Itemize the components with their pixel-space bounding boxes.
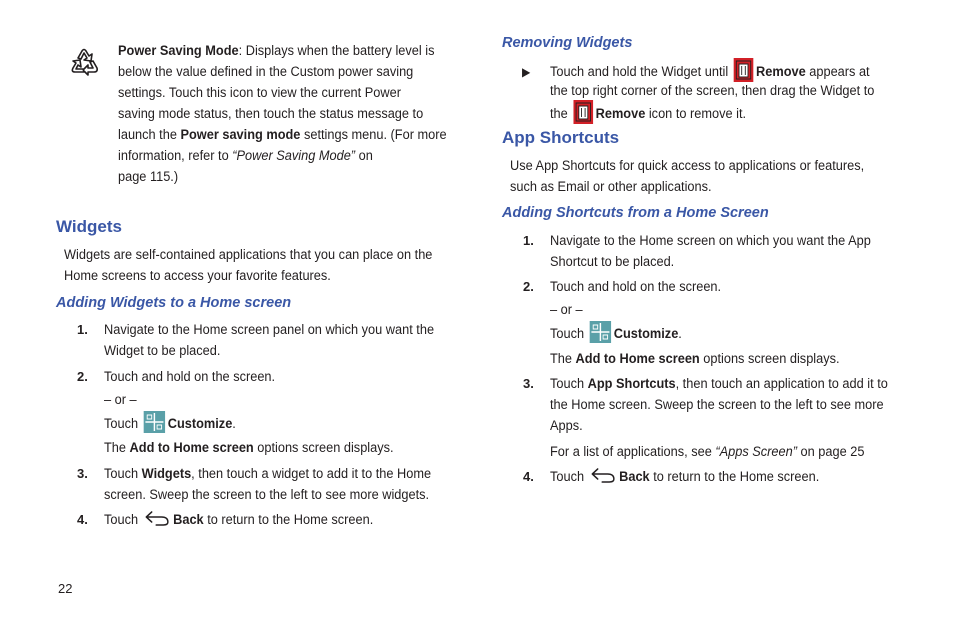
- customize-icon: [589, 321, 611, 343]
- removing-line-1: Touch and hold the Widget until Remove appears at: [550, 60, 870, 84]
- back-icon: [589, 466, 616, 484]
- widgets-intro-line-2: Home screens to access your favorite features.: [64, 268, 331, 284]
- apps-screen-link[interactable]: “Apps Screen”: [715, 444, 797, 460]
- step-2-options-line: The Add to Home screen options screen displays.: [104, 440, 394, 456]
- page-number: 22: [58, 581, 73, 596]
- step-3-line-1: Touch App Shortcuts, then touch an application to add it to: [550, 376, 888, 392]
- removing-line-2: the top right corner of the screen, then drag the Widget to: [550, 83, 875, 99]
- step-1-line-2: Shortcut to be placed.: [550, 254, 675, 270]
- step-1-number: 1.: [523, 233, 534, 248]
- customize-label: Customize: [613, 325, 679, 342]
- widgets-intro-line-1: Widgets are self-contained applications that you can place on the: [64, 247, 433, 263]
- back-label: Back: [173, 512, 204, 528]
- step-2-number: 2.: [523, 279, 534, 294]
- remove-icon: [734, 58, 754, 82]
- step-2-or: – or –: [104, 392, 137, 408]
- step-1-line-1: Navigate to the Home screen on which you want the App: [550, 233, 871, 249]
- step-3-number: 3.: [523, 376, 534, 391]
- power-saving-title: Power Saving Mode: [118, 43, 239, 59]
- power-saving-line-4: saving mode status, then touch the status message to: [118, 106, 424, 122]
- step-1-number: 1.: [77, 322, 88, 337]
- step-1-line-2: Widget to be placed.: [104, 343, 221, 359]
- step-2-touch-line: Touch Customize.: [550, 323, 682, 345]
- step-2-touch-line: Touch Customize.: [104, 413, 236, 435]
- remove-label: Remove: [595, 105, 646, 122]
- remove-icon: [573, 100, 593, 124]
- back-label: Back: [619, 469, 650, 485]
- remove-label: Remove: [756, 63, 806, 80]
- step-2-number: 2.: [77, 369, 88, 384]
- add-to-home-screen-label: Add to Home screen: [129, 440, 254, 456]
- step-2-line-1: Touch and hold on the screen.: [104, 369, 276, 385]
- bullet-marker: ▶: [522, 65, 531, 79]
- power-saving-line-6: information, refer to “Power Saving Mode” on: [118, 148, 373, 164]
- back-icon: [143, 509, 170, 527]
- step-4-line: Touch Back to return to the Home screen.: [550, 467, 819, 488]
- power-saving-mode-label: Power saving mode: [180, 127, 301, 143]
- customize-icon: [143, 411, 165, 433]
- step-3-number: 3.: [77, 466, 88, 481]
- app-shortcuts-intro-line-1: Use App Shortcuts for quick access to applications or features,: [510, 158, 865, 174]
- app-shortcuts-heading: App Shortcuts: [502, 128, 620, 147]
- adding-widgets-heading: Adding Widgets to a Home screen: [56, 295, 292, 311]
- adding-shortcuts-heading: Adding Shortcuts from a Home Screen: [502, 205, 769, 221]
- step-4-number: 4.: [77, 512, 88, 527]
- removing-widgets-heading: Removing Widgets: [502, 35, 633, 51]
- power-saving-line-3: settings. Touch this icon to view the current Power: [118, 85, 401, 101]
- step-2-line-1: Touch and hold on the screen.: [550, 279, 722, 295]
- removing-line-3: the Remove icon to remove it.: [550, 102, 746, 126]
- step-2-or: – or –: [550, 302, 583, 318]
- app-shortcuts-intro-line-2: such as Email or other applications.: [510, 179, 712, 195]
- step-4-number: 4.: [523, 469, 534, 484]
- step-3-line-1: Touch Widgets, then touch a widget to add it to the Home: [104, 466, 432, 482]
- step-3-line-2: the Home screen. Sweep the screen to the left to see more: [550, 397, 884, 413]
- power-saving-mode-link[interactable]: “Power Saving Mode”: [232, 148, 356, 164]
- widgets-label: Widgets: [141, 466, 192, 482]
- step-4-line: Touch Back to return to the Home screen.: [104, 510, 373, 531]
- step-1-line-1: Navigate to the Home screen panel on which you want the: [104, 322, 435, 338]
- app-shortcuts-label: App Shortcuts: [587, 376, 676, 392]
- widgets-heading: Widgets: [56, 217, 122, 236]
- add-to-home-screen-label: Add to Home screen: [575, 351, 700, 367]
- step-2-options-line: The Add to Home screen options screen displays.: [550, 351, 840, 367]
- power-saving-line-5: launch the Power saving mode settings menu. (For more: [118, 127, 447, 143]
- power-saving-line-1: Power Saving Mode: Displays when the battery level is: [118, 43, 435, 59]
- step-3-reference: For a list of applications, see “Apps Screen” on page 25: [550, 444, 865, 460]
- power-saving-line-2: below the value defined in the Custom power saving: [118, 64, 414, 80]
- power-saving-line-7: page 115.): [118, 169, 179, 185]
- step-3-line-3: Apps.: [550, 418, 583, 434]
- customize-label: Customize: [167, 415, 233, 432]
- recycle-icon: [66, 44, 102, 84]
- step-3-line-2: screen. Sweep the screen to the left to see more widgets.: [104, 487, 430, 503]
